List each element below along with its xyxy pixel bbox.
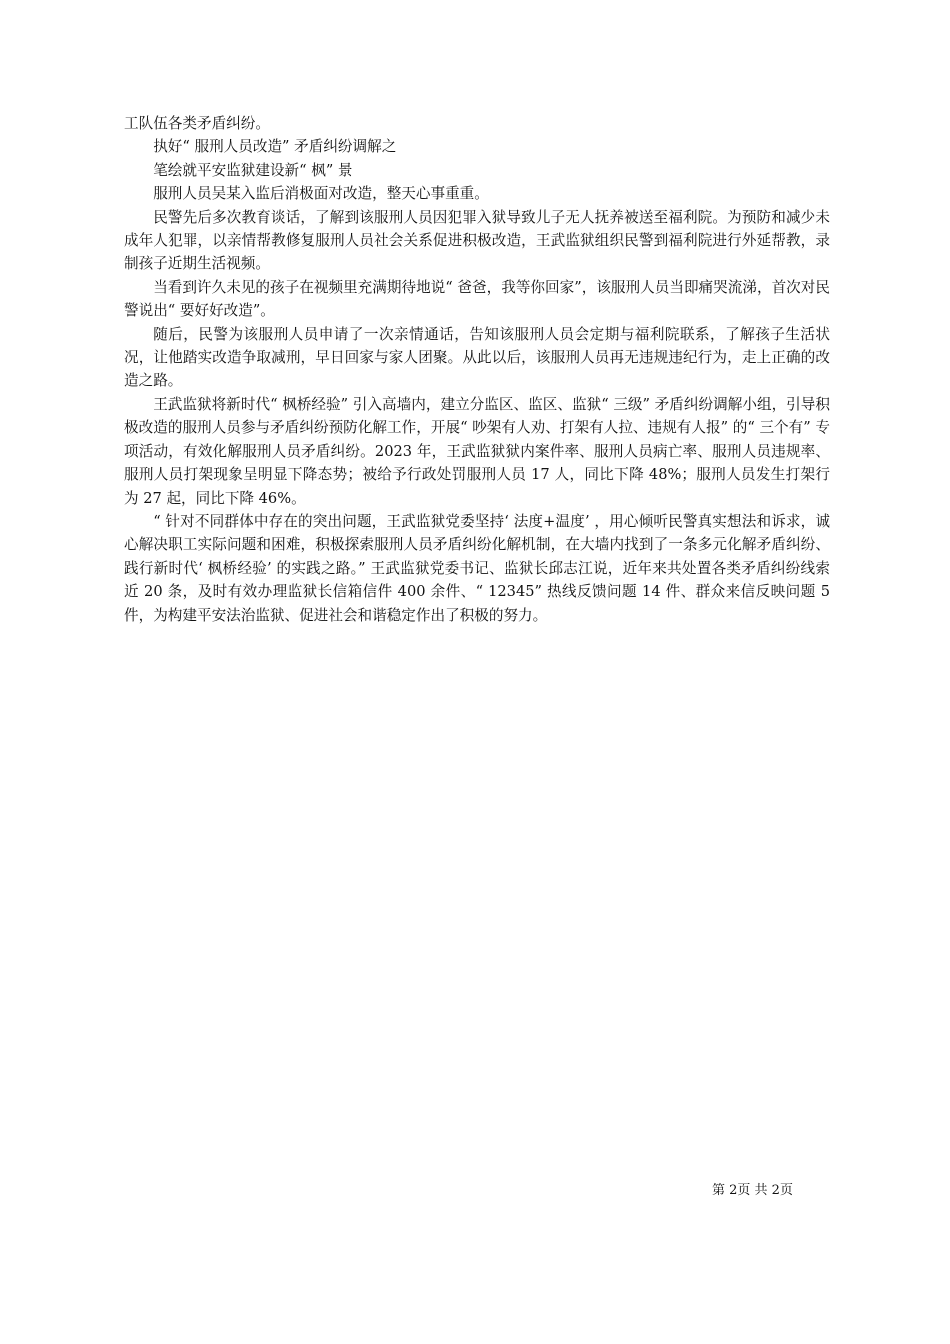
paragraph-9: “ 针对不同群体中存在的突出问题，王武监狱党委坚持‘ 法度+温度’ ，用心倾听民警真实想法和诉求，诚心解决职工实际问题和困难，积极探索服刑人员矛盾纠纷化解机制，在大墙内找到了一条多元化解矛盾纠纷、践行新时代‘ 枫桥经验’ 的实践之路。” 王武监狱党委书记、监狱长邱志江说，近年来共处置各类矛盾纠纷线索近 20 条，及时有效办理监狱长信箱信件 400 余件、“ 12345” 热线反馈问题 14 件、群众来信反映问题 5 件，为构建平安法治监狱、促进社会和谐稳定作出了积极的努力。 — [124, 512, 830, 624]
paragraph-4: 服刑人员吴某入监后消极面对改造，整天心事重重。 — [153, 185, 489, 203]
paragraph-2: 执好“ 服刑人员改造” 矛盾纠纷调解之 — [153, 138, 397, 156]
page-number-footer: 第 2页 共 2页 — [712, 1183, 793, 1198]
paragraph-6: 当看到许久未见的孩子在视频里充满期待地说“ 爸爸，我等你回家”，该服刑人员当即痛哭流涕，首次对民警说出“ 要好好改造”。 — [124, 278, 830, 320]
paragraph-5: 民警先后多次教育谈话，了解到该服刑人员因犯罪入狱导致儿子无人抚养被送至福利院。为预防和减少未成年人犯罪，以亲情帮教修复服刑人员社会关系促进积极改造，王武监狱组织民警到福利院进行外延帮教，录制孩子近期生活视频。 — [124, 208, 830, 273]
paragraph-7: 随后，民警为该服刑人员申请了一次亲情通话，告知该服刑人员会定期与福利院联系，了解孩子生活状况，让他踏实改造争取减刑，早日回家与家人团聚。从此以后，该服刑人员再无违规违纪行为，走上正确的改造之路。 — [124, 325, 830, 390]
document-body — [124, 112, 830, 627]
paragraph-1: 工队伍各类矛盾纠纷。 — [124, 115, 270, 132]
paragraph-3: 笔绘就平安监狱建设新“ 枫” 景 — [153, 161, 353, 179]
paragraph-8: 王武监狱将新时代“ 枫桥经验” 引入高墙内，建立分监区、监区、监狱“ 三级” 矛盾纠纷调解小组，引导积极改造的服刑人员参与矛盾纠纷预防化解工作，开展“ 吵架有人劝、打架有人拉、违规有人报” 的“ 三个有” 专项活动，有效化解服刑人员矛盾纠纷。2023 年，王武监狱狱内案件率、服刑人员病亡率、服刑人员违规率、服刑人员打架现象呈明显下降态势；被给予行政处罚服刑人员 17 人，同比下降 48%；服刑人员发生打架行为 27 起，同比下降 46%。 — [124, 395, 830, 507]
